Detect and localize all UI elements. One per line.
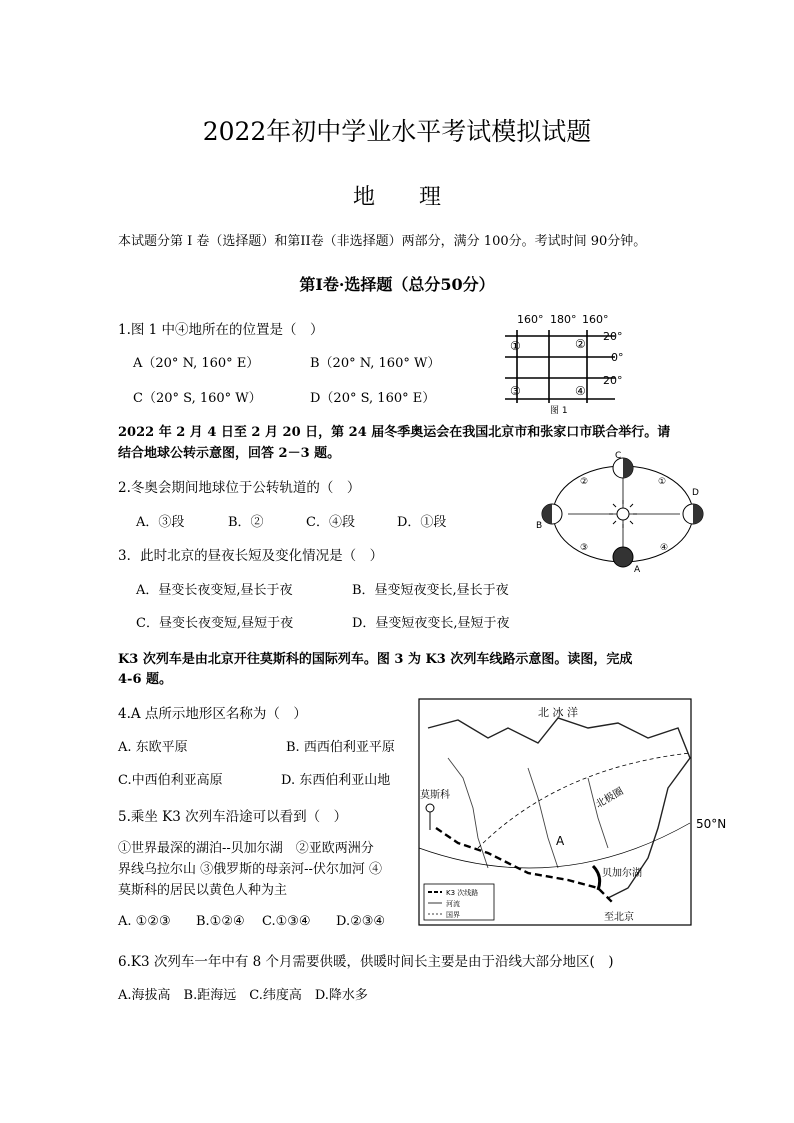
orbit-segment-2: ② [580, 477, 589, 487]
q5-option-b: B.①②④ [196, 914, 245, 929]
q2-option-a: A．③段 [136, 515, 185, 530]
figure3-route-map [418, 698, 738, 930]
label-point-a: A [556, 834, 565, 848]
orbit-segment-3: ③ [580, 543, 589, 553]
section-title: 第Ⅰ卷·选择题（总分50分） [299, 275, 495, 294]
q1-option-c: C（20° S, 160° W） [133, 391, 262, 406]
earth-b-icon [542, 504, 562, 524]
label-arctic-ocean: 北 冰 洋 [538, 706, 578, 719]
fig1-point-2: ② [575, 337, 586, 351]
fig1-lat-label-1: 20° [603, 330, 623, 343]
q2-option-c: C．④段 [306, 515, 355, 530]
q4-stem: 4.A 点所示地形区名称为（ ） [118, 706, 307, 722]
legend-border: 国界 [446, 911, 460, 919]
fig1-point-4: ④ [575, 384, 586, 398]
label-beijing: 至北京 [604, 912, 634, 923]
q2-stem: 2.冬奥会期间地球位于公转轨道的（ ） [118, 480, 361, 496]
label-arctic-circle: 北极圈 [594, 786, 626, 811]
earth-c-icon [613, 458, 633, 478]
orbit-segment-4: ④ [660, 543, 669, 553]
fig1-point-1: ① [510, 339, 521, 353]
subject-title: 地 理 [352, 185, 441, 210]
q6-options: A.海拔高 B.距海远 C.纬度高 D.降水多 [118, 988, 368, 1003]
fig1-lon-label-3: 160° [582, 313, 609, 326]
q3-option-a: A．昼变长夜变短,昼长于夜 [136, 583, 293, 598]
orbit-label-a: A [634, 565, 641, 575]
figure1-grid [505, 306, 645, 416]
q5-line1: ①世界最深的湖泊--贝加尔湖 ②亚欧两洲分 [118, 841, 374, 856]
q1-option-a: A（20° N, 160° E） [133, 356, 260, 371]
fig1-lat-label-2: 0° [611, 351, 624, 364]
q2-option-b: B．② [228, 515, 264, 530]
q5-stem: 5.乘坐 K3 次列车沿途可以看到（ ） [118, 809, 348, 825]
label-50n: 50°N [696, 817, 727, 831]
legend-river: 河流 [446, 900, 460, 908]
q2-option-d: D．①段 [397, 515, 447, 530]
legend-route: K3 次线路 [446, 889, 479, 897]
earth-a-icon [613, 547, 633, 567]
q5-line2: 界线乌拉尔山 ③俄罗斯的母亲河--伏尔加河 ④ [118, 862, 383, 877]
q1-option-b: B（20° N, 160° W） [310, 356, 441, 371]
figure2-orbit [530, 448, 714, 578]
fig1-lon-label-2: 180° [550, 313, 577, 326]
material2-line2: 4-6 题。 [118, 672, 173, 687]
label-baikal: 贝加尔湖 [602, 868, 642, 879]
fig1-point-3: ③ [510, 384, 521, 398]
q3-option-b: B．昼变短夜变长,昼长于夜 [352, 583, 509, 598]
q5-option-d: D.②③④ [336, 914, 386, 929]
label-moscow: 莫斯科 [420, 790, 450, 801]
q5-option-c: C.①③④ [262, 914, 311, 929]
q3-option-d: D．昼变短夜变长,昼短于夜 [352, 616, 510, 631]
exam-intro: 本试题分第 I 卷（选择题）和第II卷（非选择题）两部分，满分 100分。考试时间 90分钟。 [118, 234, 647, 249]
q1-stem: 1.图 1 中④地所在的位置是（ ） [118, 322, 324, 338]
q4-option-d: D. 东西伯利亚山地 [281, 773, 391, 788]
q3-option-c: C．昼变长夜变短,昼短于夜 [136, 616, 294, 631]
material2-line1: K3 次列车是由北京开往莫斯科的国际列车。图 3 为 K3 次列车线路示意图。读图，完成 [118, 652, 633, 667]
material1-line2: 结合地球公转示意图，回答 2－3 题。 [118, 446, 341, 461]
fig1-caption: 图 1 [550, 406, 568, 416]
q5-option-a: A. ①②③ [118, 914, 171, 929]
fig1-lon-label-1: 160° [517, 313, 544, 326]
q4-option-c: C.中西伯利亚高原 [118, 773, 223, 788]
q5-line3: 莫斯科的居民以黄色人种为主 [118, 883, 288, 898]
q6-stem: 6.K3 次列车一年中有 8 个月需要供暖，供暖时间长主要是由于沿线大部分地区( ) [118, 954, 614, 970]
orbit-label-d: D [692, 488, 699, 498]
earth-d-icon [683, 504, 703, 524]
orbit-segment-1: ① [658, 477, 667, 487]
orbit-label-b: B [536, 521, 543, 531]
fig1-lat-label-3: 20° [603, 374, 623, 387]
q4-option-b: B. 西西伯利亚平原 [286, 740, 395, 755]
orbit-label-c: C [615, 451, 622, 461]
material1-line1: 2022 年 2 月 4 日至 2 月 20 日，第 24 届冬季奥运会在我国北京市和张家口市联合举行。请 [118, 425, 671, 440]
exam-title: 2022年初中学业水平考试模拟试题 [202, 117, 592, 146]
q1-option-d: D（20° S, 160° E） [310, 391, 436, 406]
q3-stem: 3．此时北京的昼夜长短及变化情况是（ ） [118, 548, 384, 564]
q4-option-a: A. 东欧平原 [118, 740, 188, 755]
